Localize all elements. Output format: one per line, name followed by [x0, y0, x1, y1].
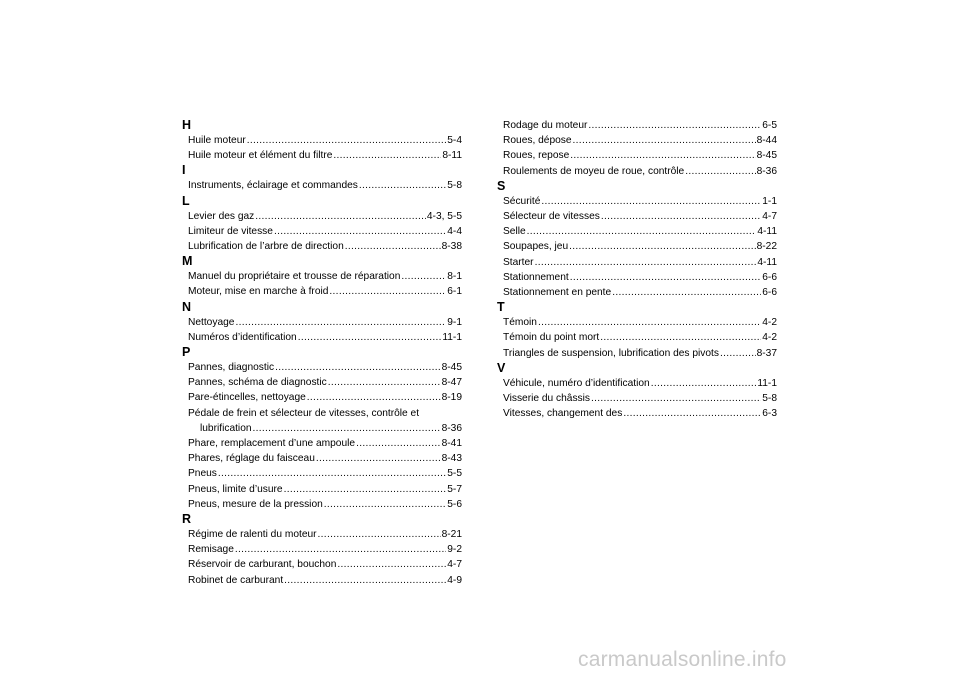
dot-leader	[253, 421, 441, 436]
page-ref: 6-6	[762, 271, 777, 283]
page-ref: 5-8	[762, 393, 777, 405]
section-letter-p: P	[182, 345, 191, 360]
dot-leader	[235, 315, 446, 330]
entry-text: Pneus, mesure de la pression	[188, 498, 323, 510]
index-entry-temoin	[497, 315, 777, 330]
index-entry-vitesses-changement-des	[497, 406, 777, 421]
index-entry-selecteur-de-vitesses	[497, 209, 777, 224]
page-ref: 8-38	[441, 241, 462, 253]
index-entry-roues-depose	[497, 133, 777, 148]
page-ref: 8-47	[441, 377, 462, 389]
dot-leader	[570, 270, 762, 285]
dot-leader	[720, 346, 756, 361]
entry-text: Vitesses, changement des	[503, 408, 623, 420]
entry-text: Nettoyage	[188, 316, 235, 328]
entry-text: Pannes, diagnostic	[188, 362, 275, 374]
index-entry-securite	[497, 194, 777, 209]
page-ref: 4-7	[762, 211, 777, 223]
page-ref: 4-11	[757, 226, 777, 238]
dot-leader	[275, 360, 441, 375]
index-entry-pare-etincelles-nettoyage	[182, 390, 462, 405]
page-ref: 8-45	[441, 362, 462, 374]
index-entry-temoin-du-point-mort	[497, 330, 777, 345]
entry-text: Phares, réglage du faisceau	[188, 453, 315, 465]
dot-leader	[623, 406, 761, 421]
dot-leader	[284, 573, 446, 588]
section-letter-h: H	[182, 118, 192, 132]
section-letter-i: I	[182, 163, 186, 178]
page-ref: 4-7	[447, 559, 462, 571]
section-letter-n: N	[182, 299, 192, 314]
index-entry-stationnement-en-pente	[497, 285, 777, 300]
page-ref: 8-11	[442, 150, 462, 162]
index-entry-vehicule-numero-d-identification	[497, 376, 777, 391]
dot-leader	[685, 164, 755, 179]
entry-text: Véhicule, numéro d’identification	[503, 377, 650, 389]
section-letter-s: S	[497, 178, 506, 193]
page-ref: 8-45	[756, 150, 777, 162]
dot-leader	[591, 391, 761, 406]
dot-leader	[298, 330, 442, 345]
index-entry-starter	[497, 255, 777, 270]
page-ref: 8-37	[756, 347, 777, 359]
dot-leader	[324, 497, 446, 512]
entry-text: Roulements de moyeu de roue, contrôle	[503, 165, 685, 177]
page-ref: 8-41	[441, 438, 462, 450]
index-column-left	[182, 118, 462, 588]
page-ref: 6-6	[762, 287, 777, 299]
entry-text: Visserie du châssis	[503, 393, 591, 405]
index-entry-remisage	[182, 542, 462, 557]
entry-text: Pneus	[188, 468, 217, 480]
index-entry-pneus-limite-d-usure	[182, 482, 462, 497]
page-ref: 8-44	[756, 135, 777, 147]
page-ref: 11-1	[757, 377, 777, 389]
index-entry-triangles-de-suspension-lubrification-de	[497, 346, 777, 361]
page-ref: 5-5	[447, 468, 462, 480]
section-letter-m: M	[182, 254, 193, 269]
page-ref: 5-8	[447, 180, 462, 192]
index-column-right	[497, 118, 777, 421]
entry-text: Numéros d’identification	[188, 331, 297, 343]
index-entry-manuel-du-proprietaire-et-trousse-de-rep	[182, 269, 462, 284]
dot-leader	[570, 148, 755, 163]
dot-leader	[601, 209, 761, 224]
entry-text: Stationnement en pente	[503, 287, 612, 299]
page-ref: 6-1	[447, 286, 462, 298]
dot-leader	[651, 376, 757, 391]
dot-leader	[316, 451, 441, 466]
entry-text: Moteur, mise en marche à froid	[188, 286, 329, 298]
entry-text: Lubrification de l’arbre de direction	[188, 241, 344, 253]
index-entry-instruments-eclairage-et-commandes	[182, 178, 462, 193]
dot-leader	[337, 557, 446, 572]
dot-leader	[527, 224, 757, 239]
entry-text: Roues, repose	[503, 150, 570, 162]
page-ref: 4-2	[762, 332, 777, 344]
index-entry-reservoir-de-carburant-bouchon	[182, 557, 462, 572]
dot-leader	[218, 466, 446, 481]
entry-text: Selle	[503, 226, 526, 238]
dot-leader	[307, 390, 441, 405]
dot-leader	[247, 133, 447, 148]
section-letter-v: V	[497, 360, 506, 375]
page-ref: 8-36	[756, 165, 777, 177]
entry-text-continued: lubrification	[200, 422, 252, 434]
page-ref: 8-21	[441, 529, 462, 541]
dot-leader	[588, 118, 761, 133]
page-ref: 4-9	[447, 574, 462, 586]
index-entry-nettoyage	[182, 315, 462, 330]
entry-text: Starter	[503, 256, 534, 268]
entry-text: Huile moteur et élément du filtre	[188, 150, 333, 162]
entry-text: Robinet de carburant	[188, 574, 284, 586]
dot-leader	[318, 527, 441, 542]
section-letter-t: T	[497, 300, 505, 315]
dot-leader	[573, 133, 756, 148]
index-entry-huile-moteur	[182, 133, 462, 148]
entry-text: Témoin du point mort	[503, 332, 600, 344]
page-ref: 4-4	[447, 225, 462, 237]
page-ref: 5-4	[447, 135, 462, 146]
index-entry-huile-moteur-et-element-du-filtre	[182, 148, 462, 163]
entry-text: Instruments, éclairage et commandes	[188, 180, 358, 192]
entry-text: Stationnement	[503, 271, 569, 283]
index-entry-roues-repose	[497, 148, 777, 163]
entry-continuation	[188, 421, 462, 436]
entry-text: Régime de ralenti du moteur	[188, 529, 317, 541]
entry-text: Roues, dépose	[503, 135, 572, 147]
page-ref: 4-11	[757, 256, 777, 268]
page-ref: 9-1	[447, 316, 462, 328]
dot-leader	[274, 224, 446, 239]
page-ref: 8-36	[441, 422, 462, 434]
entry-text: Triangles de suspension, lubrification des pivots	[503, 347, 719, 359]
entry-text: Réservoir de carburant, bouchon	[188, 559, 337, 571]
watermark: carmanualsonline.info	[578, 648, 787, 671]
index-entry-roulements-de-moyeu-de-roue-controle	[497, 164, 777, 179]
index-entry-numeros-d-identification	[182, 330, 462, 345]
dot-leader	[333, 148, 441, 163]
page-ref: 8-1	[447, 271, 462, 283]
entry-text: Rodage du moteur	[503, 120, 588, 131]
entry-text: Sélecteur de vitesses	[503, 211, 600, 223]
dot-leader	[541, 194, 761, 209]
dot-leader	[235, 542, 446, 557]
page-ref: 1-1	[762, 195, 777, 207]
page-ref: 5-7	[447, 483, 462, 495]
dot-leader	[356, 436, 441, 451]
index-entry-lubrification-de-l-arbre-de-direction	[182, 239, 462, 254]
index-entry-rodage-du-moteur	[497, 118, 777, 133]
entry-text: Témoin	[503, 317, 537, 329]
entry-text: Sécurité	[503, 195, 541, 207]
dot-leader	[600, 330, 761, 345]
index-entry-moteur-mise-en-marche-a-froid	[182, 284, 462, 299]
index-entry-phares-reglage-du-faisceau	[182, 451, 462, 466]
section-letter-l: L	[182, 193, 190, 208]
entry-text: Pare-étincelles, nettoyage	[188, 392, 306, 404]
index-entry-soupapes-jeu	[497, 239, 777, 254]
dot-leader	[328, 375, 441, 390]
index-entry-pannes-diagnostic	[182, 360, 462, 375]
entry-text: Pédale de frein et sélecteur de vitesses, contrôle et	[188, 407, 420, 419]
section-letter-r: R	[182, 512, 192, 527]
dot-leader	[612, 285, 761, 300]
dot-leader	[359, 178, 446, 193]
index-entry-selle	[497, 224, 777, 239]
entry-text: Manuel du propriétaire et trousse de réparation	[188, 271, 401, 283]
dot-leader	[535, 255, 757, 270]
dot-leader	[255, 209, 426, 224]
page-ref: 11-1	[442, 331, 462, 343]
index-entry-visserie-du-chassis	[497, 391, 777, 406]
entry-text: Phare, remplacement d’une ampoule	[188, 438, 356, 450]
index-entry-limiteur-de-vitesse	[182, 224, 462, 239]
dot-leader	[345, 239, 441, 254]
index-entry-pedale-de-frein-et-selecteur-de-vitesses	[182, 406, 462, 436]
page-ref: 4-2	[762, 317, 777, 329]
page-ref: 6-5	[762, 120, 777, 131]
page-ref: 5-6	[447, 498, 462, 510]
page-ref: 8-43	[441, 453, 462, 465]
page-ref: 9-2	[447, 544, 462, 556]
dot-leader	[284, 482, 447, 497]
entry-text: Huile moteur	[188, 135, 246, 146]
page-ref: 8-19	[441, 392, 462, 404]
page-ref: 6-3	[762, 408, 777, 420]
dot-leader	[329, 284, 446, 299]
index-entry-robinet-de-carburant	[182, 573, 462, 588]
entry-text: Soupapes, jeu	[503, 241, 569, 253]
entry-text: Remisage	[188, 544, 234, 556]
dot-leader	[569, 239, 755, 254]
index-entry-stationnement	[497, 270, 777, 285]
index-entry-levier-des-gaz	[182, 209, 462, 224]
entry-text: Levier des gaz	[188, 210, 255, 222]
index-entry-phare-remplacement-d-une-ampoule	[182, 436, 462, 451]
page-ref: 8-22	[756, 241, 777, 253]
entry-text: Limiteur de vitesse	[188, 225, 273, 237]
index-entry-pannes-schema-de-diagnostic	[182, 375, 462, 390]
dot-leader	[401, 269, 446, 284]
index-entry-pneus-mesure-de-la-pression	[182, 497, 462, 512]
page-ref: 4-3, 5-5	[426, 210, 462, 222]
index-entry-regime-de-ralenti-du-moteur	[182, 527, 462, 542]
dot-leader	[538, 315, 761, 330]
entry-text: Pneus, limite d’usure	[188, 483, 283, 495]
entry-text: Pannes, schéma de diagnostic	[188, 377, 327, 389]
index-entry-pneus	[182, 466, 462, 481]
